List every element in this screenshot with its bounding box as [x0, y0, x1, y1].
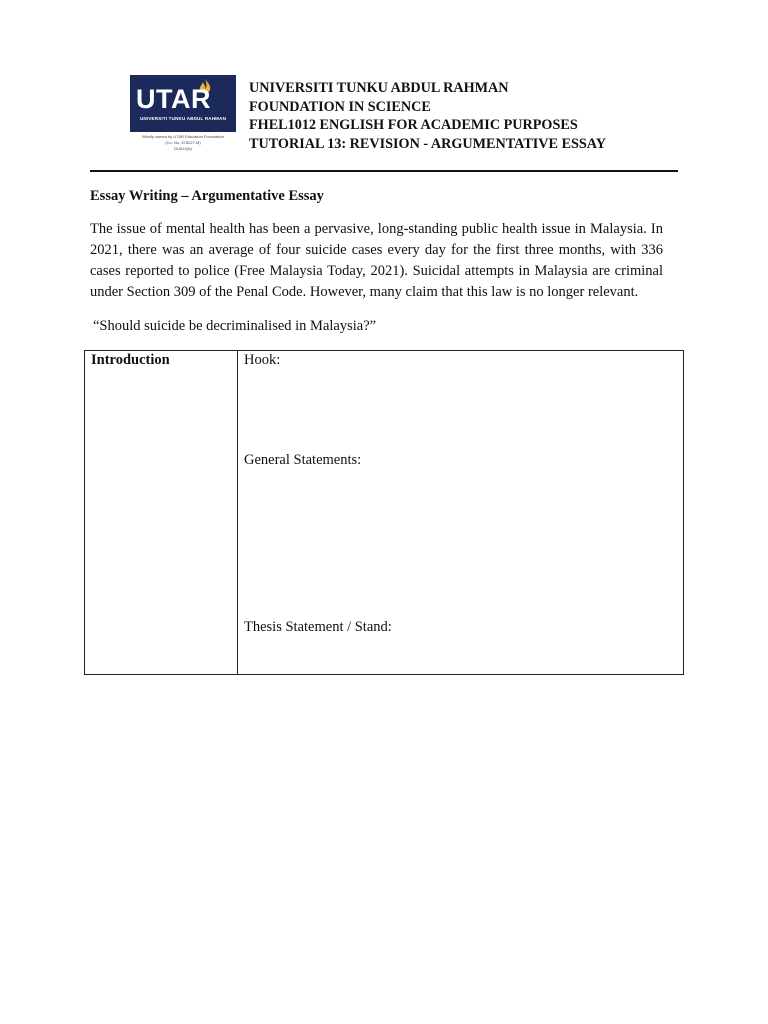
header-university: UNIVERSITI TUNKU ABDUL RAHMAN: [249, 80, 509, 96]
logo-caption-line: DU012(A): [174, 146, 192, 151]
header-programme: FOUNDATION IN SCIENCE: [249, 98, 431, 115]
prompt-general-statements: General Statements:: [244, 452, 362, 468]
logo-caption-line: Wholly owned by UTAR Education Foundation: [142, 134, 224, 139]
prompt-hook: Hook:: [244, 352, 281, 368]
header-divider: [90, 170, 678, 172]
table-column-divider: [237, 351, 238, 674]
header-course: FHEL1012 ENGLISH FOR ACADEMIC PURPOSES: [249, 117, 578, 134]
document-header: [249, 79, 606, 153]
essay-outline-table: [84, 350, 684, 675]
logo-wordmark: UTAR: [136, 84, 211, 114]
essay-question: “Should suicide be decriminalised in Malaysia?”: [93, 318, 377, 334]
section-title: Essay Writing – Argumentative Essay: [90, 188, 324, 204]
utar-logo: [130, 75, 236, 132]
logo-caption-line: (Co. No. 578227-M): [165, 140, 201, 145]
row-label-introduction: Introduction: [91, 352, 170, 368]
header-tutorial: TUTORIAL 13: REVISION - ARGUMENTATIVE ESSAY: [249, 135, 606, 152]
prompt-thesis-statement: Thesis Statement / Stand:: [244, 619, 392, 635]
logo-subtitle: UNIVERSITI TUNKU ABDUL RAHMAN: [139, 116, 227, 121]
intro-paragraph: The issue of mental health has been a pervasive, long-standing public health issue in Malaysia. In 2021, there was an average of four suicide cases every day for the first three months, with 336 cases reported to police (Free Malaysia Today, 2021). Suicidal attempts in Malaysia are criminal under Section 309 of the Penal Code. However, many claim that this law is no longer relevant.: [90, 221, 663, 300]
